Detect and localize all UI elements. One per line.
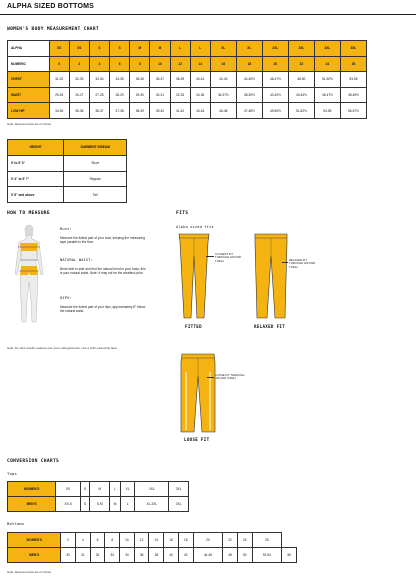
body-chart-cell: 24 xyxy=(314,56,340,72)
body-chart-cell: 20 xyxy=(262,56,288,72)
tops-cell: S-M xyxy=(90,497,110,512)
body-chart-cell: M xyxy=(130,41,150,57)
inseam-cell: GARMENT INSEAM xyxy=(64,140,127,156)
tops-row xyxy=(8,482,189,497)
bottoms-cell: 31 xyxy=(75,548,90,563)
bust-text: Measure the fullest part of your bust, keeping the measuring tape parallel to the floor. xyxy=(60,236,145,245)
body-chart-cell: 33-34 xyxy=(89,72,109,88)
body-chart-cell: 53-55 xyxy=(314,103,340,119)
body-chart-cell: CHEST xyxy=(8,72,50,88)
waist-text: Bend side to side and find the natural bend in your body; this is your natural waist. Note: It may not be the smallest point. xyxy=(60,267,146,276)
body-chart-cell: XS xyxy=(49,41,69,57)
inseam-cell: Regular xyxy=(64,171,127,187)
body-chart-cell: M xyxy=(150,41,170,57)
inseam-cell: Short xyxy=(64,155,127,171)
body-chart-cell: 35-36 xyxy=(130,72,150,88)
tops-cell: S xyxy=(80,497,89,512)
body-chart-cell: 38-39 xyxy=(130,103,150,119)
body-chart-cell: 0 xyxy=(49,56,69,72)
body-chart-cell: 18 xyxy=(236,56,262,72)
inseam-row xyxy=(8,187,127,203)
body-chart-cell: XL xyxy=(236,41,262,57)
bottoms-cell: 2 xyxy=(61,533,76,548)
tops-cell: 3XL xyxy=(169,497,189,512)
bottoms-cell: 8 xyxy=(105,533,120,548)
relaxed-label: RELAXED FIT xyxy=(254,324,286,329)
body-chart-cell: 53-55 xyxy=(340,72,366,88)
inseam-cell: 5' 8" and above xyxy=(8,187,64,203)
body-chart-cell: 34-35 xyxy=(110,72,130,88)
tops-cell: XL-2XL xyxy=(135,497,169,512)
bottoms-cell: 56 xyxy=(282,548,297,563)
conversion-note: Note: Measurements are in inches xyxy=(7,570,52,574)
body-chart-cell: 35-36 xyxy=(69,103,89,119)
loose-label: LOOSE FIT xyxy=(184,437,210,442)
tops-cell: M xyxy=(110,497,121,512)
relaxed-pants-illustration xyxy=(250,232,292,322)
hips-text: Measure the fullest part of your hips, approximately 8" below the natural waist. xyxy=(60,305,146,314)
body-chart-cell: 22 xyxy=(288,56,314,72)
body-chart-cell: 26-27 xyxy=(69,87,89,103)
bottoms-cell: 32 xyxy=(90,548,105,563)
body-chart-cell: 30-31 xyxy=(150,87,170,103)
fitted-pants-illustration xyxy=(174,232,214,322)
body-chart-cell: 49-50½ xyxy=(262,103,288,119)
body-chart-cell: 47-48½ xyxy=(236,103,262,119)
body-chart-cell: 8 xyxy=(130,56,150,72)
bottoms-cell: 4 xyxy=(75,533,90,548)
body-chart-cell: 6 xyxy=(110,56,130,72)
body-chart-cell: 45-46 xyxy=(210,103,236,119)
body-chart-row xyxy=(8,72,367,88)
relaxed-callout: RELAXED FIT THROUGH HIP AND THIGH xyxy=(289,258,316,269)
bust-label: Bust: xyxy=(60,227,72,231)
body-chart-cell: 36-37½ xyxy=(210,87,236,103)
bottoms-row xyxy=(8,533,297,548)
bottoms-cell: 16 xyxy=(164,533,179,548)
bottoms-cell: 22 xyxy=(223,533,238,548)
body-chart-row xyxy=(8,41,367,57)
inseam-cell: 5' to 5' 3" xyxy=(8,155,64,171)
body-chart-cell: XL xyxy=(210,41,236,57)
body-chart-cell: ALPHA xyxy=(8,41,50,57)
body-chart-cell: 12 xyxy=(170,56,190,72)
bottoms-cell: 52-54 xyxy=(252,548,282,563)
tops-cell: MEN'S xyxy=(8,497,56,512)
body-chart-row xyxy=(8,56,367,72)
body-chart-cell: 44-45½ xyxy=(236,72,262,88)
body-chart-cell: 27-28 xyxy=(89,87,109,103)
bottoms-cell: 40 xyxy=(164,548,179,563)
body-chart-cell: 38-39½ xyxy=(236,87,262,103)
body-chart-cell: 34-35 xyxy=(49,103,69,119)
body-chart-cell: L xyxy=(170,41,190,57)
bottoms-cell: 42 xyxy=(178,548,193,563)
body-chart-cell: 48-49½ xyxy=(340,87,366,103)
bottoms-cell: 44-46 xyxy=(193,548,223,563)
body-chart-cell: 26 xyxy=(340,56,366,72)
tops-cell: XS-S xyxy=(56,497,81,512)
hips-label: HIPS: xyxy=(60,296,72,300)
conversion-heading: CONVERSION CHARTS xyxy=(7,459,60,464)
body-chart-cell: 56-57½ xyxy=(340,103,366,119)
body-chart-cell: 2XL xyxy=(288,41,314,57)
bottoms-cell: WOMEN'S xyxy=(8,533,61,548)
body-chart-row xyxy=(8,103,367,119)
body-chart-cell: 48-50 xyxy=(288,72,314,88)
inseam-cell: HEIGHT xyxy=(8,140,64,156)
bottoms-row xyxy=(8,548,297,563)
bottoms-cell: 38 xyxy=(149,548,164,563)
bottoms-cell: 12 xyxy=(134,533,149,548)
body-chart-cell: 32-33 xyxy=(69,72,89,88)
body-chart-cell: 25-26 xyxy=(49,87,69,103)
loose-callout-line xyxy=(207,377,214,378)
body-chart-cell: 42-43 xyxy=(210,72,236,88)
bottoms-cell: 48 xyxy=(223,548,238,563)
inseam-row xyxy=(8,140,127,156)
bottoms-cell: 14 xyxy=(149,533,164,548)
body-chart-cell: 4 xyxy=(89,56,109,72)
body-chart-cell: 40-42½ xyxy=(262,87,288,103)
body-chart-cell: 34-35 xyxy=(190,87,210,103)
bottoms-cell: 10 xyxy=(120,533,135,548)
fitted-callout: CLOSEST FIT THROUGH HIP AND THIGH xyxy=(215,252,242,263)
tops-label: Tops xyxy=(7,471,17,476)
body-chart-cell: 36-37 xyxy=(150,72,170,88)
bottoms-cell: 20 xyxy=(193,533,223,548)
bottoms-cell: 30 xyxy=(61,548,76,563)
fitted-label: FITTED xyxy=(185,324,202,329)
how-to-measure-heading: HOW TO MEASURE xyxy=(7,211,50,216)
body-chart-cell: 2XL xyxy=(262,41,288,57)
bottoms-cell: 26 xyxy=(252,533,282,548)
tops-cell: XL xyxy=(120,482,134,497)
body-chart-cell: 46-47½ xyxy=(262,72,288,88)
body-chart-cell: 10 xyxy=(150,56,170,72)
body-chart-row xyxy=(8,87,367,103)
body-chart-cell: 14 xyxy=(190,56,210,72)
body-chart-cell: 43-44½ xyxy=(288,87,314,103)
inseam-cell: Tall xyxy=(64,187,127,203)
bottoms-label: Bottoms xyxy=(7,521,25,526)
tops-cell: XS xyxy=(56,482,81,497)
body-chart-cell: 32-33 xyxy=(170,87,190,103)
tops-cell: WOMEN'S xyxy=(8,482,56,497)
body-chart-cell: NUMERIC xyxy=(8,56,50,72)
tops-cell: L xyxy=(110,482,121,497)
inseam-row xyxy=(8,171,127,187)
body-chart-cell: XS xyxy=(69,41,89,57)
body-chart-cell: 51-52½ xyxy=(288,103,314,119)
body-chart-cell: 28-29 xyxy=(110,87,130,103)
relaxed-callout-line xyxy=(282,262,288,263)
bottoms-cell: 6 xyxy=(90,533,105,548)
body-chart-cell: 3XL xyxy=(314,41,340,57)
bottoms-cell: 34 xyxy=(120,548,135,563)
tops-cell: L xyxy=(120,497,134,512)
body-measurement-table xyxy=(7,40,367,119)
loose-callout: LOOSE FIT THROUGH HIP AND THIGH xyxy=(215,373,245,381)
body-chart-cell: 16 xyxy=(210,56,236,72)
body-chart-cell: 40-41 xyxy=(190,72,210,88)
tops-cell: 2XL xyxy=(135,482,169,497)
bottoms-conversion-table xyxy=(7,532,297,563)
page-title: ALPHA SIZED BOTTOMS xyxy=(7,3,95,10)
inseam-row xyxy=(8,155,127,171)
body-chart-cell: 3XL xyxy=(340,41,366,57)
body-chart-note: Note: Measurements are in inches xyxy=(7,122,52,126)
title-divider xyxy=(0,14,416,15)
bottoms-cell: 36 xyxy=(134,548,149,563)
body-chart-cell: LOW HIP xyxy=(8,103,50,119)
body-chart-cell: 37-38 xyxy=(110,103,130,119)
tops-row xyxy=(8,497,189,512)
body-chart-cell: 39-40 xyxy=(150,103,170,119)
body-chart-cell: 2 xyxy=(69,56,89,72)
body-chart-cell: 51-52½ xyxy=(314,72,340,88)
body-chart-cell: 36-37 xyxy=(89,103,109,119)
body-chart-heading: WOMEN'S BODY MEASUREMENT CHART xyxy=(7,27,99,32)
tops-cell: S xyxy=(80,482,89,497)
body-chart-cell: L xyxy=(190,41,210,57)
body-chart-cell: S xyxy=(110,41,130,57)
tops-cell: M xyxy=(90,482,110,497)
body-chart-cell: WAIST xyxy=(8,87,50,103)
bottoms-cell: 18 xyxy=(178,533,193,548)
fits-subheading: Alpha sized fits xyxy=(176,225,214,229)
body-chart-cell: 43-44 xyxy=(190,103,210,119)
inseam-cell: 5' 4" to 5' 7" xyxy=(8,171,64,187)
waist-label: NATURAL WAIST: xyxy=(60,258,94,262)
body-chart-cell: 45-47½ xyxy=(314,87,340,103)
tops-cell: 3XL xyxy=(169,482,189,497)
body-figure-illustration xyxy=(10,222,48,327)
body-chart-cell: 41-42 xyxy=(170,103,190,119)
body-chart-cell: 38-39 xyxy=(170,72,190,88)
body-chart-cell: S xyxy=(89,41,109,57)
loose-pants-illustration xyxy=(178,352,218,436)
measure-note: Note: For best results measure over your undergarments. Use a cloth measuring tape. xyxy=(7,346,118,350)
bottoms-cell: 50 xyxy=(237,548,252,563)
bottoms-cell: 33 xyxy=(105,548,120,563)
bottoms-cell: 24 xyxy=(237,533,252,548)
fitted-callout-line xyxy=(206,256,214,257)
bottoms-cell: MEN'S xyxy=(8,548,61,563)
body-chart-cell: 31-32 xyxy=(49,72,69,88)
tops-conversion-table xyxy=(7,481,189,512)
fits-heading: FITS xyxy=(176,211,189,216)
inseam-table xyxy=(7,139,127,203)
body-chart-cell: 29-30 xyxy=(130,87,150,103)
